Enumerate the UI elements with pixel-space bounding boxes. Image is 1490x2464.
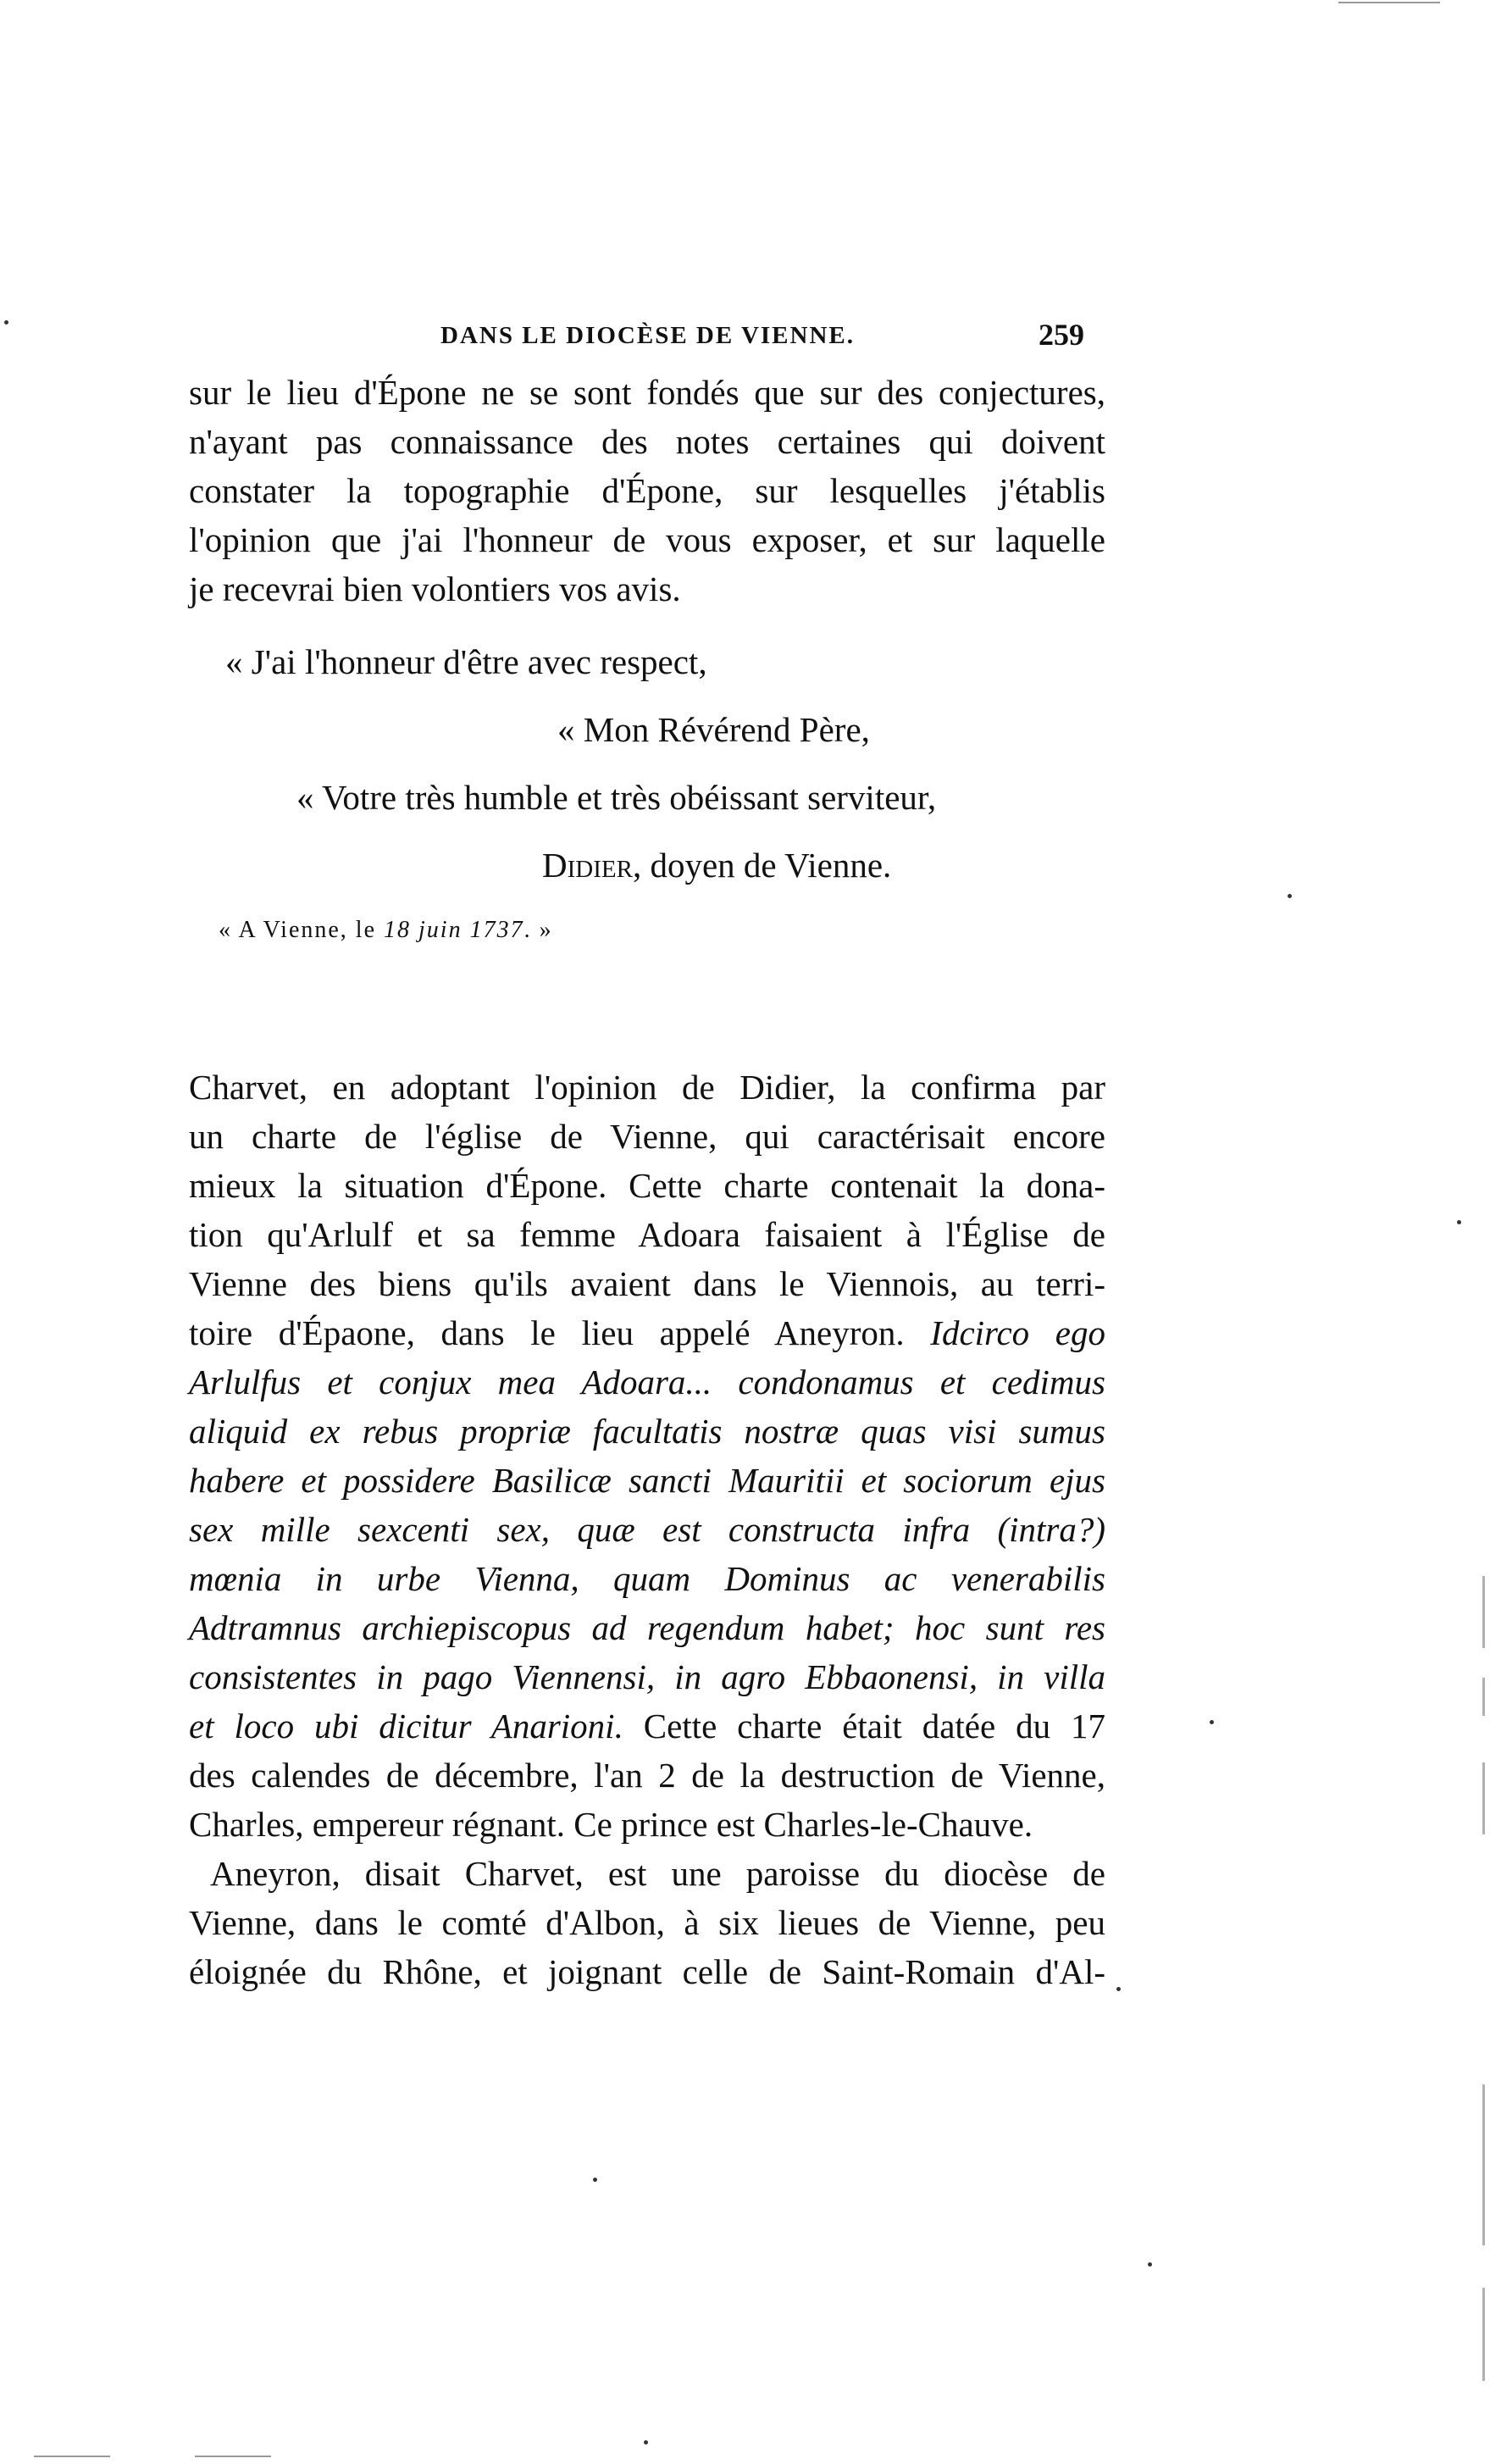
closing-servant: « Votre très humble et très obéissant serviteur, [296, 778, 937, 817]
running-title: DANS LE DIOCÈSE DE VIENNE. [440, 322, 855, 349]
latin-line: habere et possidere Basilicæ sancti Mauritii et sociorum ejus [189, 1461, 1105, 1500]
scan-speck-2 [1457, 1220, 1461, 1224]
latin-line: Adtramnus archiepiscopus ad regendum habet; hoc sunt res [189, 1608, 1105, 1647]
scan-speck-7 [644, 2440, 648, 2445]
body-line: Aneyron, disait Charvet, est une paroisse du diocèse de [210, 1854, 1105, 1893]
letter-line: je recevrai bien volontiers vos avis. [189, 569, 681, 608]
latin-quote-start: Idcirco ego [930, 1313, 1105, 1352]
scan-margin-mark-1 [1482, 1576, 1485, 1648]
body-line: tion qu'Arlulf et sa femme Adoara faisaient à l'Église de [189, 1215, 1105, 1254]
closing-respect: « J'ai l'honneur d'être avec respect, [225, 642, 707, 681]
dateline-date: 18 juin 1737 [384, 917, 524, 943]
closing-salutation: « Mon Révérend Père, [557, 710, 870, 749]
letter-line: sur le lieu d'Épone ne se sont fondés que sur des conjectures, [189, 373, 1105, 412]
page-number: 259 [1039, 318, 1084, 352]
body-line: des calendes de décembre, l'an 2 de la destruction de Vienne, [189, 1756, 1105, 1795]
dateline-place: « A Vienne, le [219, 917, 385, 943]
letter-line: l'opinion que j'ai l'honneur de vous exposer, et sur laquelle [189, 520, 1105, 559]
signature-title: , doyen de Vienne. [632, 846, 892, 885]
body-text: Cette charte était datée du 17 [623, 1706, 1105, 1745]
body-text: toire d'Épaone, dans le lieu appelé Aneyron. [189, 1313, 905, 1352]
latin-line: mœnia in urbe Vienna, quam Dominus ac venerabilis [189, 1559, 1105, 1598]
body-line: Charles, empereur régnant. Ce prince est Charles-le-Chauve. [189, 1805, 1033, 1844]
scan-margin-mark-2 [1482, 1678, 1485, 1716]
scan-edge-line-bottom-mid [195, 2456, 271, 2457]
scan-speck-6 [1148, 2262, 1152, 2267]
scan-speck-3 [1210, 1720, 1214, 1724]
scan-speck-4 [1116, 1987, 1121, 1991]
signature [542, 844, 891, 886]
body-line: mieux la situation d'Épone. Cette charte contenait la dona- [189, 1166, 1105, 1205]
scan-margin-mark-4 [1482, 2084, 1485, 2245]
letter-line: n'ayant pas connaissance des notes certaines qui doivent [189, 422, 1105, 461]
signature-name: Didier [542, 846, 633, 885]
body-line: un charte de l'église de Vienne, qui caractérisait encore [189, 1117, 1105, 1156]
scan-margin-mark-3 [1482, 1762, 1485, 1834]
scan-edge-line-bottom-left [34, 2456, 110, 2457]
letter-dateline [219, 917, 553, 944]
latin-line: sex mille sexcenti sex, quæ est constructa infra (intra?) [189, 1510, 1105, 1549]
latin-line: consistentes in pago Viennensi, in agro Ebbaonensi, in villa [189, 1657, 1105, 1696]
scan-edge-line-top-right [1338, 2, 1440, 3]
latin-line: aliquid ex rebus propriæ facultatis nostræ quas visi sumus [189, 1412, 1105, 1451]
scan-speck-8 [4, 320, 8, 325]
body-line: Vienne, dans le comté d'Albon, à six lieues de Vienne, peu [189, 1903, 1105, 1942]
body-line-with-latin-start [189, 1312, 1105, 1354]
latin-line: Arlulfus et conjux mea Adoara... condonamus et cedimus [189, 1362, 1105, 1401]
letter-line: constater la topographie d'Épone, sur lesquelles j'établis [189, 471, 1105, 510]
scan-margin-mark-5 [1482, 2288, 1485, 2381]
dateline-close: . » [523, 917, 553, 943]
latin-end-line [189, 1705, 1105, 1747]
scan-speck-5 [593, 2178, 597, 2182]
body-line: Vienne des biens qu'ils avaient dans le Viennois, au terri- [189, 1264, 1105, 1303]
scan-speck-1 [1288, 894, 1292, 898]
latin-quote-end: et loco ubi dicitur Anarioni. [189, 1706, 623, 1745]
body-line: Charvet, en adoptant l'opinion de Didier, la confirma par [189, 1068, 1105, 1107]
body-line: éloignée du Rhône, et joignant celle de Saint-Romain d'Al- [189, 1952, 1105, 1991]
